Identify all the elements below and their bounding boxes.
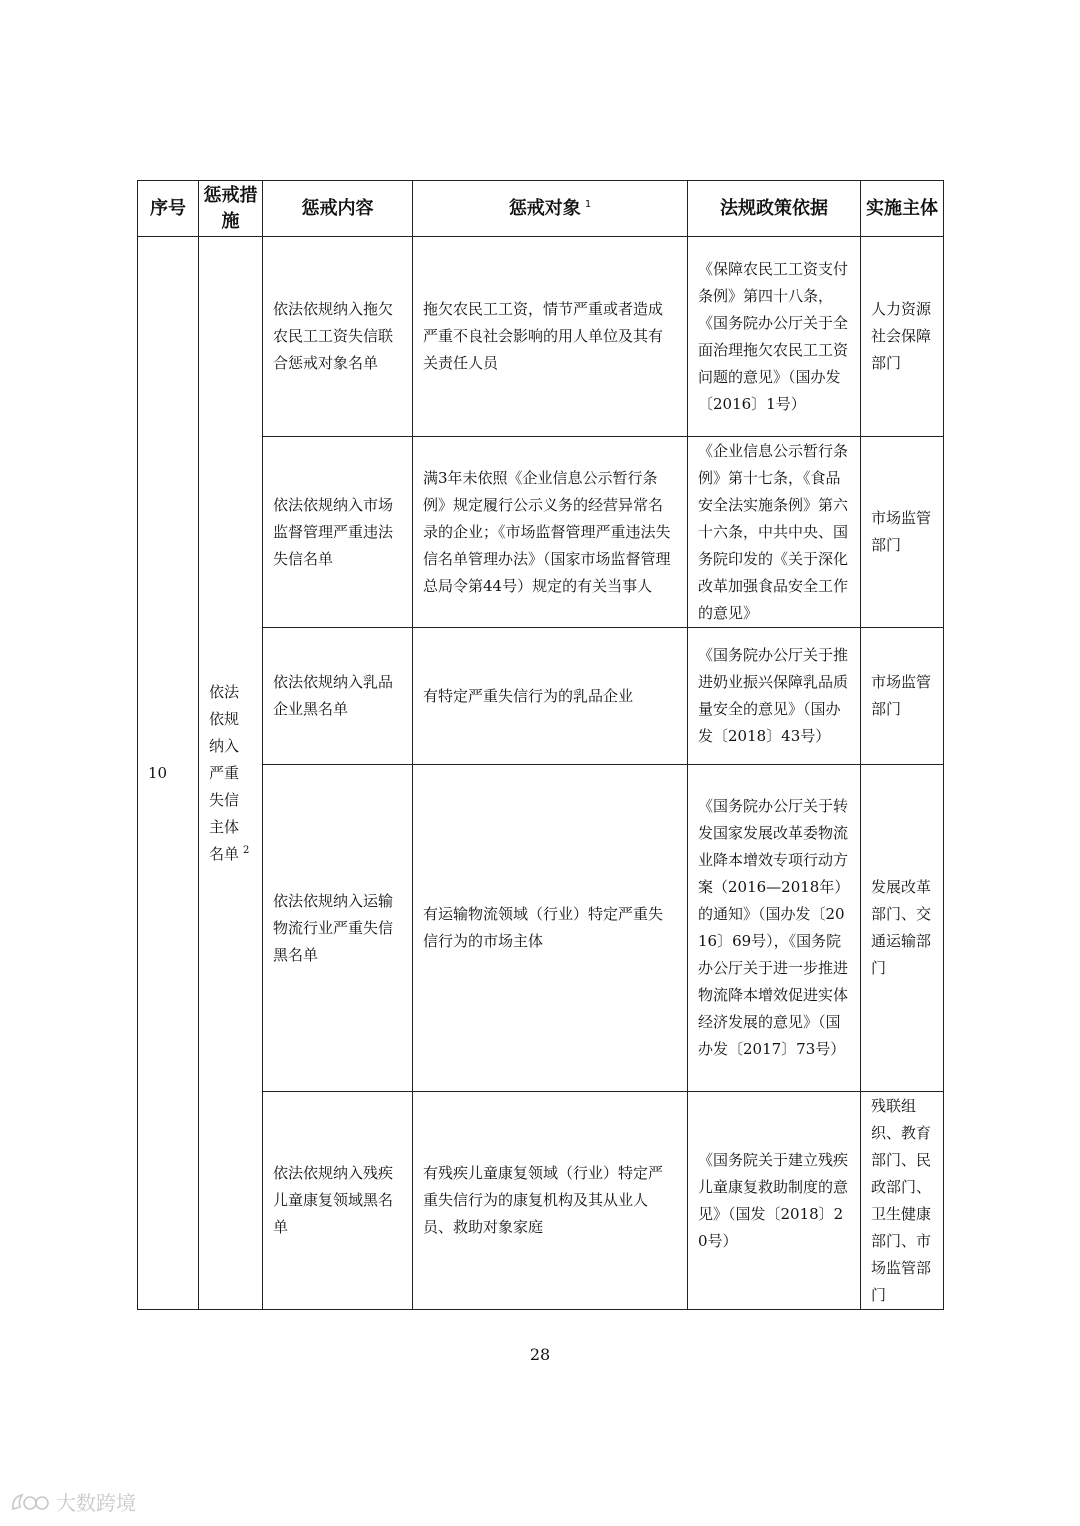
punishment-measures-table: [137, 180, 944, 1310]
row-target: 有运输物流领域（行业）特定严重失信行为的市场主体: [413, 765, 688, 1092]
row-basis: 《国务院关于建立残疾儿童康复救助制度的意见》（国发〔2018〕20号）: [688, 1092, 861, 1310]
header-measure: 惩戒措施: [199, 181, 263, 237]
watermark: [10, 1487, 136, 1516]
row-basis: 《企业信息公示暂行条例》第十七条，《食品安全法实施条例》第六十六条，中共中央、国务院印发的《关于深化改革加强食品安全工作的意见》: [688, 437, 861, 628]
row-subject: 市场监管部门: [861, 437, 944, 628]
row-subject: 市场监管部门: [861, 628, 944, 765]
row-subject: 人力资源社会保障部门: [861, 237, 944, 437]
header-seq: 序号: [138, 181, 199, 237]
row-basis: 《国务院办公厅关于转发国家发展改革委物流业降本增效专项行动方案（2016—2018年）的通知》（国办发〔2016〕69号），《国务院办公厅关于进一步推进物流降本增效促进实体经济发展的意见》（国办发〔2017〕73号）: [688, 765, 861, 1092]
row-target: 有特定严重失信行为的乳品企业: [413, 628, 688, 765]
row-content: 依法依规纳入残疾儿童康复领域黑名单: [263, 1092, 413, 1310]
row-content: 依法依规纳入乳品企业黑名单: [263, 628, 413, 765]
row-basis: 《国务院办公厅关于推进奶业振兴保障乳品质量安全的意见》（国办发〔2018〕43号）: [688, 628, 861, 765]
row-content: 依法依规纳入拖欠农民工工资失信联合惩戒对象名单: [263, 237, 413, 437]
group-measure-footnote: 2: [243, 844, 250, 856]
row-subject: 发展改革部门、交通运输部门: [861, 765, 944, 1092]
header-target-footnote: 1: [584, 198, 592, 210]
group-measure: [199, 237, 263, 1310]
watermark-text: 大数跨境: [56, 1491, 136, 1515]
header-target: [413, 181, 688, 237]
header-target-label: 惩戒对象: [508, 197, 581, 219]
page-number: 28: [529, 1345, 551, 1364]
group-seq: 10: [138, 237, 199, 1310]
row-content: 依法依规纳入市场监督管理严重违法失信名单: [263, 437, 413, 628]
row-subject: 残联组织、教育部门、民政部门、卫生健康部门、市场监管部门: [861, 1092, 944, 1310]
row-content: 依法依规纳入运输物流行业严重失信黑名单: [263, 765, 413, 1092]
group-measure-label: 依法依规纳入严重失信主体名单: [209, 682, 240, 863]
table-row: [138, 237, 944, 437]
row-target: 拖欠农民工工资，情节严重或者造成严重不良社会影响的用人单位及其有关责任人员: [413, 237, 688, 437]
row-basis: 《保障农民工工资支付条例》第四十八条，《国务院办公厅关于全面治理拖欠农民工工资问题的意见》（国办发〔2016〕1号）: [688, 237, 861, 437]
row-target: 有残疾儿童康复领域（行业）特定严重失信行为的康复机构及其从业人员、救助对象家庭: [413, 1092, 688, 1310]
header-basis: 法规政策依据: [688, 181, 861, 237]
row-target: 满3年未依照《企业信息公示暂行条例》规定履行公示义务的经营异常名录的企业；《市场监督管理严重违法失信名单管理办法》（国家市场监督管理总局令第44号）规定的有关当事人: [413, 437, 688, 628]
header-subject: 实施主体: [861, 181, 944, 237]
header-content: 惩戒内容: [263, 181, 413, 237]
table-header-row: [138, 181, 944, 237]
brand-logo-icon: [10, 1489, 50, 1515]
